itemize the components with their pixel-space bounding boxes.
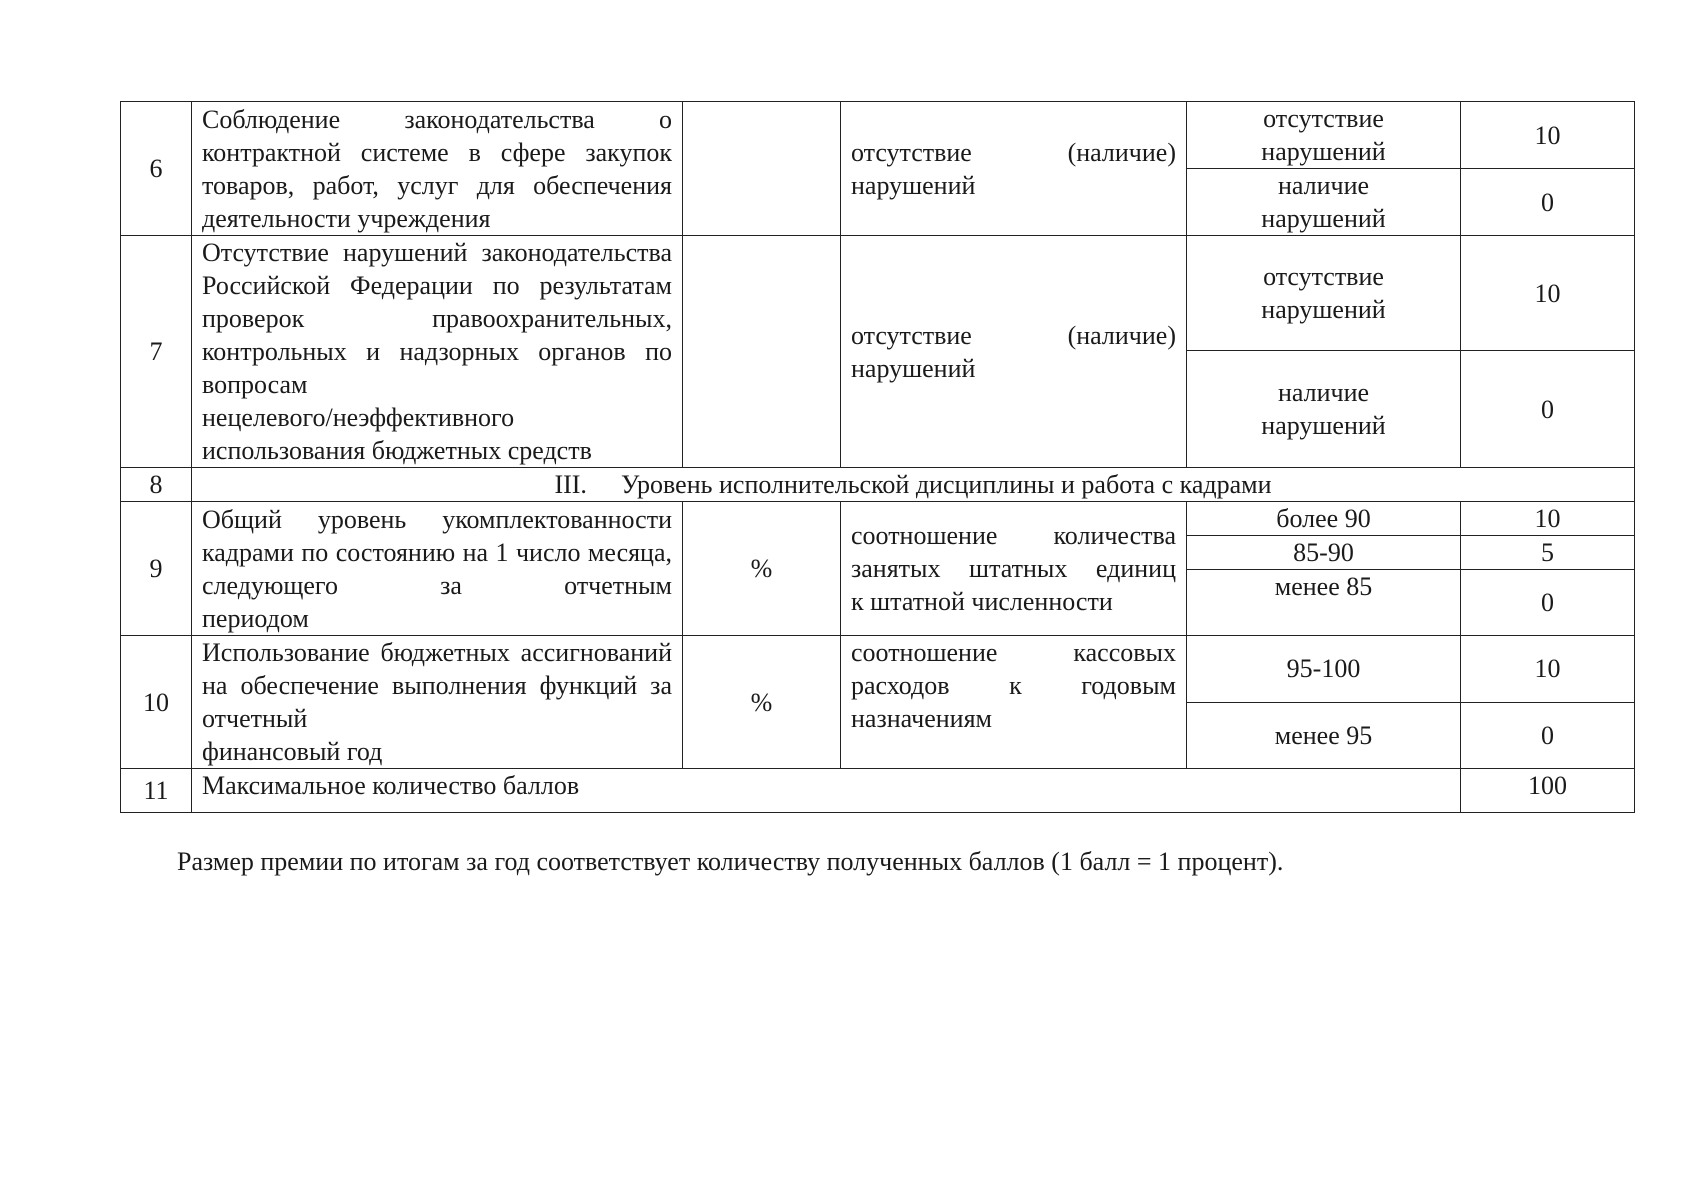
points-cell: 10 [1461,236,1635,351]
table-row [121,769,1635,813]
row-number: 7 [121,236,192,468]
row-number: 8 [121,468,192,502]
points-cell: 0 [1461,702,1635,769]
points-cell: 0 [1461,169,1635,236]
condition-cell: отсутствие нарушений [1187,102,1461,169]
points-cell: 5 [1461,536,1635,570]
table-row [121,468,1635,502]
row-number: 9 [121,502,192,636]
points-cell: 10 [1461,502,1635,536]
criterion-cell: Использование бюджетных ассигнований на обеспечение выполнения функций за отчетный финансовый год [192,636,683,769]
unit-cell [683,236,841,468]
unit-cell: % [683,636,841,769]
section-heading: III. Уровень исполнительской дисциплины и работа с кадрами [192,468,1635,502]
unit-cell [683,102,841,236]
row-number: 10 [121,636,192,769]
criterion-cell: Отсутствие нарушений законодательства Российской Федерации по результатам проверок правоохранительных, контрольных и надзорных органов по вопросам нецелевого/неэффективного использования бюджетных средств [192,236,683,468]
condition-cell: 95-100 [1187,636,1461,703]
bonus-note: Размер премии по итогам за год соответствует количеству полученных баллов (1 балл = 1 процент). [177,847,1284,876]
condition-cell: 85-90 [1187,536,1461,570]
points-cell: 0 [1461,570,1635,636]
method-cell: соотношение количества занятых штатных единиц к штатной численности [841,502,1187,636]
unit-cell: % [683,502,841,636]
method-cell: отсутствие (наличие) нарушений [841,102,1187,236]
row-number: 11 [121,769,192,813]
condition-cell: отсутствие нарушений [1187,236,1461,351]
condition-cell: менее 85 [1187,570,1461,636]
criterion-cell: Соблюдение законодательства о контрактной системе в сфере закупок товаров, работ, услуг для обеспечения деятельности учреждения [192,102,683,236]
points-cell: 10 [1461,636,1635,703]
condition-cell: наличие нарушений [1187,169,1461,236]
criterion-cell: Общий уровень укомплектованности кадрами по состоянию на 1 число месяца, следующего за отчетным периодом [192,502,683,636]
method-cell: отсутствие (наличие) нарушений [841,236,1187,468]
bonus-criteria-table [120,101,1635,813]
points-cell: 0 [1461,351,1635,468]
total-label: Максимальное количество баллов [192,769,1461,813]
row-number: 6 [121,102,192,236]
condition-cell: менее 95 [1187,702,1461,769]
total-points: 100 [1461,769,1635,813]
condition-cell: более 90 [1187,502,1461,536]
points-cell: 10 [1461,102,1635,169]
condition-cell: наличие нарушений [1187,351,1461,468]
table-row [121,502,1635,536]
table-row [121,102,1635,169]
table-row [121,636,1635,703]
method-cell: соотношение кассовых расходов к годовым назначениям [841,636,1187,769]
table-row [121,236,1635,351]
